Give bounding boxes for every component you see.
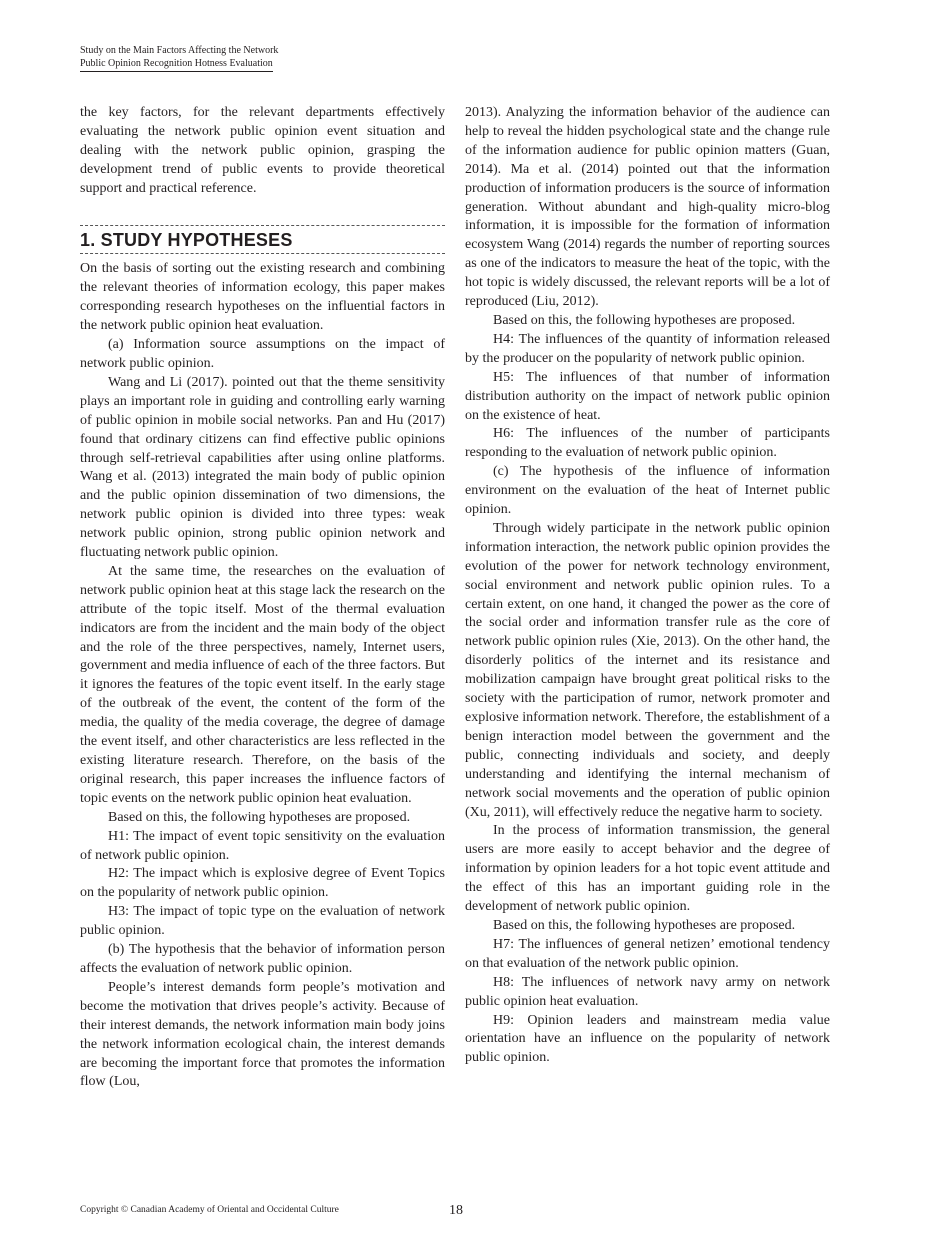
footer-copyright: Copyright © Canadian Academy of Oriental and Occidental Culture	[80, 1205, 339, 1215]
hypothesis-h6: H6: The influences of the number of participants responding to the evaluation of network public opinion.	[465, 426, 830, 461]
paragraph: Based on this, the following hypotheses are proposed.	[108, 809, 411, 825]
hypothesis-h1: H1: The impact of event topic sensitivity on the evaluation of network public opinion.	[80, 828, 445, 863]
paragraph: Based on this, the following hypotheses are proposed.	[493, 312, 796, 328]
section-heading-text: 1. STUDY HYPOTHESES	[80, 229, 293, 250]
hypothesis-h2: H2: The impact which is explosive degree of Event Topics on the popularity of network public opinion.	[80, 866, 445, 901]
paragraph: On the basis of sorting out the existing research and combining the relevant theories of information ecology, this paper makes corresponding research hypotheses on the influential factors in the network public opinion heat evaluation.	[80, 261, 445, 334]
paragraph: At the same time, the researches on the evaluation of network public opinion heat at this stage lack the research on the attribute of the topic itself. Most of the thermal evaluation indicators are from the incident and the main body of the object and the role of the three perspectives, namely, Internet users, government and media influence of each of the three factors. But it ignores the features of the topic event itself. In the early stage of the outbreak of the event, the content of the form of the media, the quality of the media coverage, the degree of damage the event itself, and other characteristics are less reflected in the existing literature research. Therefore, on the basis of the original research, this paper increases the influence factors of topic events on the network public opinion heat evaluation.	[80, 563, 445, 806]
paragraph: (c) The hypothesis of the influence of information environment on the evaluation of the heat of Internet public opinion.	[465, 464, 830, 518]
paragraph: Through widely participate in the network public opinion information interaction, the network public opinion provides the evolution of the power for network technology environment, social environment and network public opinion rules. To a certain extent, on one hand, it changed the power as the core of the social order and information transfer rule as the core of network public opinion rules (Xie, 2013). On the other hand, the disorderly politics of the internet and its resistance and mobilization campaign have brought great political risks to the society with the participation of rumor, network promoter and explosive information network. Therefore, the establishment of a benign interaction model between the government and the public, connecting individuals and society, and deeply understanding and identifying the internal mechanism of network social movements and the operation of public opinion (Xu, 2011), will effectively reduce the negative harm to society.	[465, 520, 830, 820]
right-column	[465, 104, 830, 1068]
hypothesis-h4: H4: The influences of the quantity of information released by the producer on the popularity of network public opinion.	[465, 331, 830, 366]
section-heading	[80, 225, 445, 255]
paragraph: (b) The hypothesis that the behavior of information person affects the evaluation of network public opinion.	[80, 942, 445, 976]
page-number: 18	[449, 1203, 463, 1218]
paragraph: (a) Information source assumptions on the impact of network public opinion.	[80, 337, 445, 371]
paragraph: Based on this, the following hypotheses are proposed.	[493, 917, 796, 933]
paragraph: Wang and Li (2017). pointed out that the theme sensitivity plays an important role in guiding and controlling early warning of public opinion in mobile social networks. Pan and Hu (2017) found that ordinary citizens can find effective public opinions through self-retrieval capabilities after using online platforms. Wang et al. (2013) integrated the main body of public opinion and the public opinion dissemination of two dimensions, the network public opinion is divided into three types: weak network public opinion, strong public opinion network and fluctuating network public opinion.	[80, 374, 445, 561]
hypothesis-h9: H9: Opinion leaders and mainstream media value orientation have an influence on the popularity of network public opinion.	[465, 1012, 830, 1066]
hypothesis-h3: H3: The impact of topic type on the evaluation of network public opinion.	[80, 904, 445, 939]
hypothesis-h7: H7: The influences of general netizen’ emotional tendency on that evaluation of the network public opinion.	[465, 936, 830, 971]
running-header-line2: Public Opinion Recognition Hotness Evaluation	[80, 57, 273, 72]
running-header	[80, 44, 278, 72]
paragraph: In the process of information transmission, the general users are more easily to accept behavior and the degree of information by opinion leaders for a hot topic event attitude and the effect of this has an important guiding role in the development of network public opinion.	[465, 823, 830, 915]
paragraph: 2013). Analyzing the information behavior of the audience can help to reveal the hidden psychological state and the change rule of the information audience for public opinion matters (Guan, 2014). Ma et al. (2014) pointed out that the information production of information producers is the source of information generation. Without abundant and high-quality micro-blog information, it is impossible for the formation of information ecosystem Wang (2014) regards the number of reporting sources as one of the indicators to measure the heat of the topic, with the hot topic is widely discussed, the relevant reports will be a lot of reproduced (Liu, 2012).	[465, 105, 830, 310]
hypothesis-h5: H5: The influences of that number of information distribution authority on the impact of network public opinion on the existence of heat.	[465, 369, 830, 423]
paragraph: People’s interest demands form people’s motivation and become the motivation that drives people’s activity. Because of their interest demands, the network information main body joins the network information ecological chain, the interest demands are becoming the important force that promotes the information flow (Lou,	[80, 979, 445, 1090]
running-header-line1: Study on the Main Factors Affecting the Network	[80, 45, 279, 56]
hypothesis-h8: H8: The influences of network navy army on network public opinion heat evaluation.	[465, 974, 830, 1009]
paragraph: the key factors, for the relevant departments effectively evaluating the network public opinion event situation and dealing with the network public opinion, grasping the development trend of public events to provide theoretical support and practical reference.	[80, 105, 445, 196]
left-column	[80, 104, 445, 1092]
